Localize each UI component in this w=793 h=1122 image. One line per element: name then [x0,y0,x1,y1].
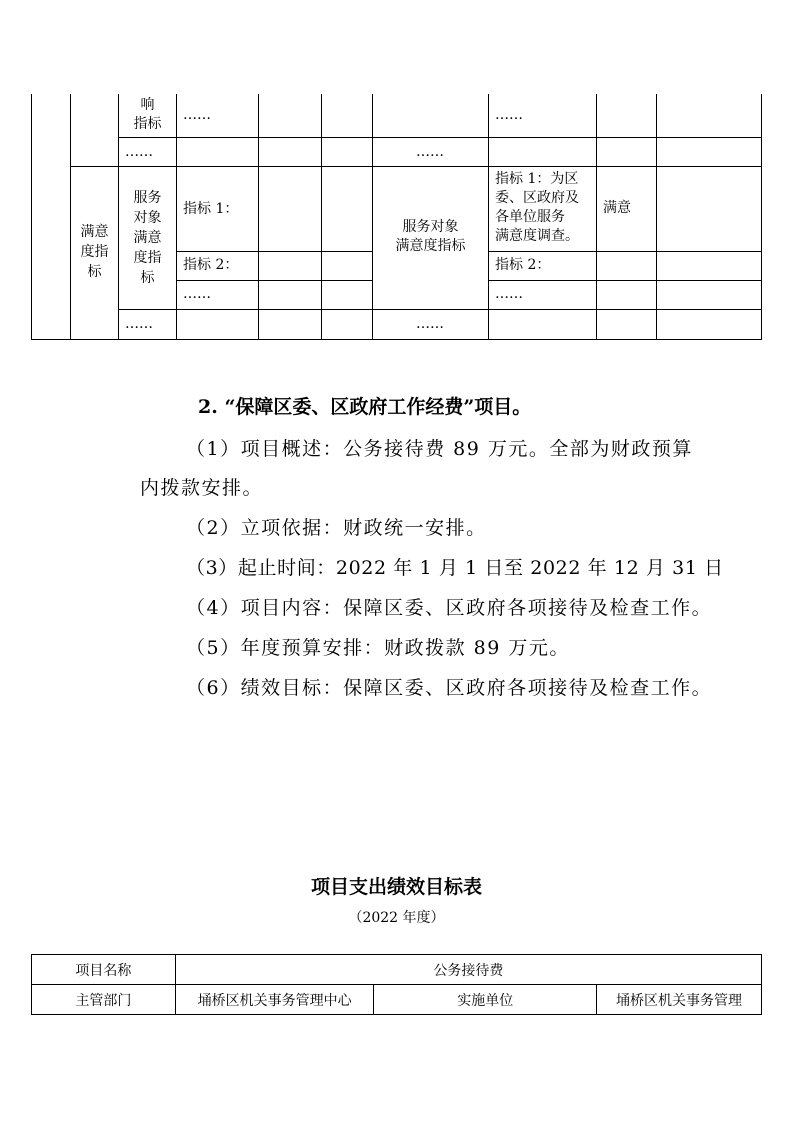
cell-indicator2: 指标 2： [183,257,239,273]
label-implementing-unit: 实施单位 [374,985,597,1015]
paragraph-basis: （2）立项依据：财政统一安排。 [186,517,487,539]
cell-indicator-ellipsis2: …… [183,286,211,302]
paragraph-content: （4）项目内容：保障区委、区政府各项接待及检查工作。 [186,597,713,619]
cell-response-label: 响 指标 [133,97,162,132]
paragraph-overview-line2: 内拨款安排。 [140,477,264,499]
paragraph-budget: （5）年度预算安排：财政拨款 89 万元。 [186,637,570,659]
value-department: 埇桥区机关事务管理中心 [175,985,374,1015]
label-project-name: 项目名称 [32,955,176,985]
cell-standard1: 指标 1：为区 委、区政府及 各单位服务 满意度调查。 [495,171,579,244]
cell-last-ellipsis-right: …… [416,316,444,332]
cell-indicator-ellipsis: …… [183,107,211,123]
cell-indicator1: 指标 1： [183,201,239,217]
table2-year: （2022 年度） [348,910,445,926]
paragraph-goal: （6）绩效目标：保障区委、区政府各项接待及检查工作。 [186,677,713,699]
value-implementing-unit: 埇桥区机关事务管理 [597,985,762,1015]
cell-satisfaction-level1: 满意 度指 标 [80,224,109,280]
cell-ellipsis-left: …… [125,144,153,160]
cell-last-ellipsis-left: …… [125,316,153,332]
cell-standard-ellipsis: …… [495,107,523,123]
section-heading: 2. “保障区委、区政府工作经费”项目。 [198,396,532,418]
paragraph-overview-line1: （1）项目概述：公务接待费 89 万元。全部为财政预算 [186,438,693,460]
project-target-table [31,954,762,1015]
table2-title: 项目支出绩效目标表 [310,876,482,898]
value-project-name: 公务接待费 [175,955,761,985]
cell-standard1-value: 满意 [603,200,631,216]
paragraph-period: （3）起止时间：2022 年 1 月 1 日至 2022 年 12 月 31 日 [186,557,724,579]
cell-standard2: 指标 2： [495,257,551,273]
cell-satisfaction-level2: 服务 对象 满意 度指 标 [133,190,162,286]
cell-merged-satisfaction-name: 服务对象 满意度指标 [395,219,466,254]
cell-ellipsis-right: …… [416,144,444,160]
label-department: 主管部门 [32,985,176,1015]
cell-standard-ellipsis2: …… [495,286,523,302]
